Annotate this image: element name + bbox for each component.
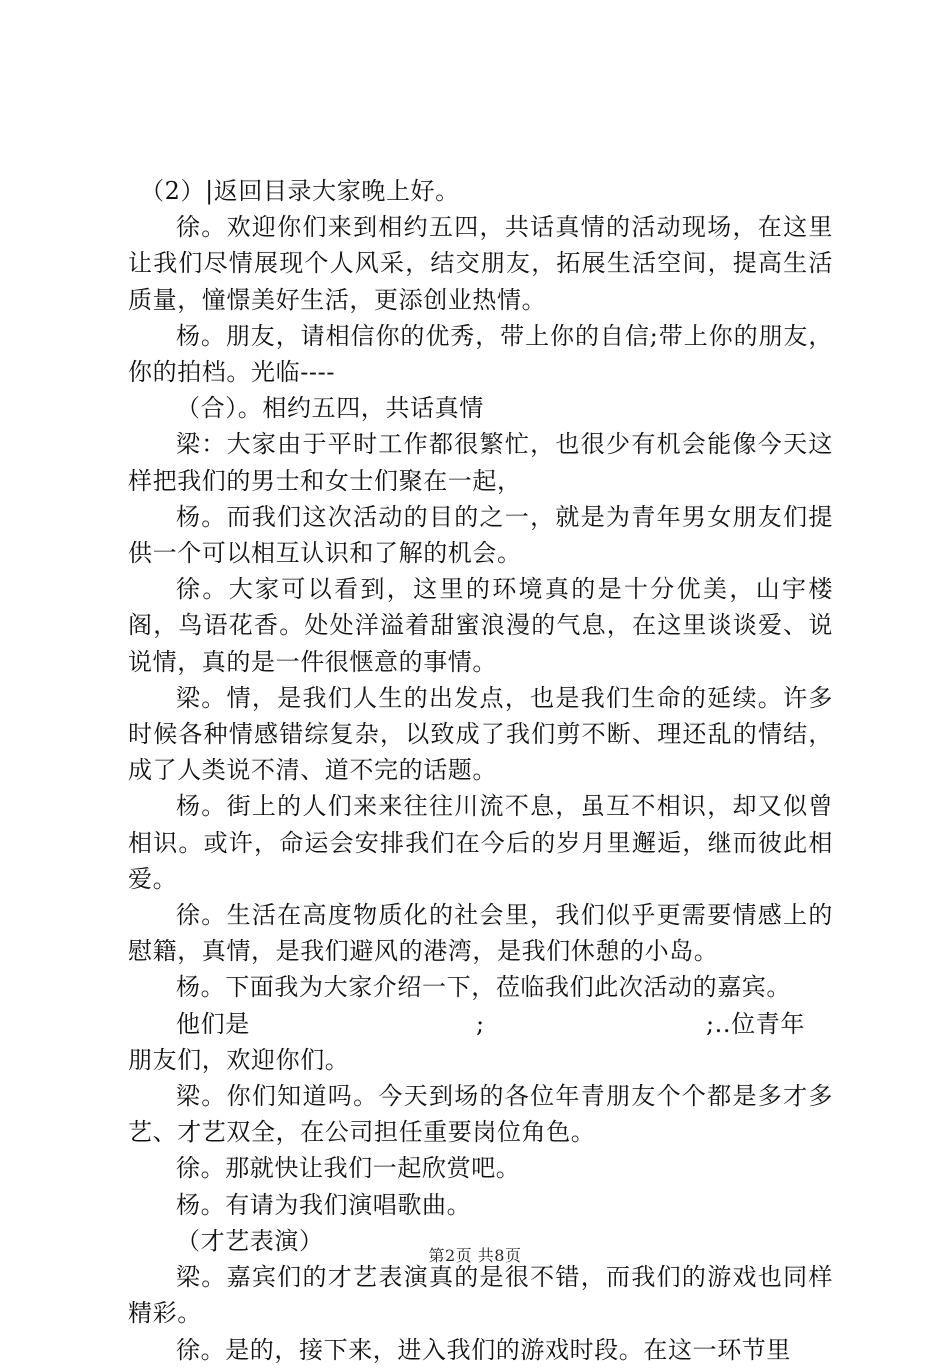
paragraph-liang-emotion: 梁。情，是我们人生的出发点，也是我们生命的延续。许多时候各种情感错综复杂，以致成了我们剪不断、理还乱的情结，成了人类说不清、道不完的话题。 bbox=[128, 683, 833, 785]
paragraph-together: （合）。相约五四，共话真情 bbox=[176, 394, 484, 423]
guest-line-start: 他们是 bbox=[176, 1009, 250, 1038]
paragraph-xu-environment: 徐。大家可以看到，这里的环境真的是十分优美，山宇楼阁，鸟语花香。处处洋溢着甜蜜浪漫的气息，在这里谈谈爱、说说情，真的是一件很惬意的事情。 bbox=[128, 575, 833, 676]
paragraph-liang-busy: 梁：大家由于平时工作都很繁忙，也很少有机会能像今天这样把我们的男士和女士们聚在一起， bbox=[128, 430, 833, 495]
paragraph-xu-enjoy: 徐。那就快让我们一起欣赏吧。 bbox=[176, 1154, 521, 1183]
guest-list-line bbox=[128, 1006, 833, 1042]
paragraph-xu-game-time: 徐。是的，接下来，进入我们的游戏时段。在这一环节里 bbox=[176, 1335, 791, 1364]
paragraph-section-heading: （2）|返回目录大家晚上好。 bbox=[140, 177, 460, 205]
paragraph-yang-street: 杨。街上的人们来来往往川流不息，虽互不相识，却又似曾相识。或许，命运会安排我们在今后的岁月里邂逅，继而彼此相爱。 bbox=[128, 792, 833, 893]
paragraph-liang-talents: 梁。你们知道吗。今天到场的各位年青朋友个个都是多才多艺、才艺双全，在公司担任重要岗位角色。 bbox=[128, 1082, 833, 1147]
paragraph-yang-purpose: 杨。而我们这次活动的目的之一，就是为青年男女朋友们提供一个可以相互认识和了解的机会。 bbox=[128, 502, 833, 568]
paragraph-liang-games: 梁。嘉宾们的才艺表演真的是很不错，而我们的游戏也同样精彩。 bbox=[128, 1263, 833, 1328]
paragraph-talent-show: （才艺表演） bbox=[176, 1226, 324, 1255]
paragraph-yang-song: 杨。有请为我们演唱歌曲。 bbox=[176, 1190, 472, 1219]
paragraph-yang-introduce: 杨。下面我为大家介绍一下，莅临我们此次活动的嘉宾。 bbox=[176, 973, 791, 1002]
guest-line-end: ;..位青年 bbox=[706, 1009, 805, 1038]
paragraph-xu-welcome: 徐。欢迎你们来到相约五四，共话真情的活动现场，在这里让我们尽情展现个人风采，结交朋友，拓展生活空间，提高生活质量，憧憬美好生活，更添创业热情。 bbox=[128, 213, 833, 314]
document-body bbox=[128, 173, 833, 1368]
paragraph-welcome-friends: 朋友们，欢迎你们。 bbox=[128, 1045, 350, 1074]
page-footer: 第2页 共8页 bbox=[428, 1246, 522, 1265]
paragraph-yang-friends: 杨。朋友，请相信你的优秀，带上你的自信;带上你的朋友，你的拍档。光临---- bbox=[128, 321, 833, 387]
guest-line-separator: ; bbox=[476, 1009, 485, 1038]
paragraph-xu-society: 徐。生活在高度物质化的社会里，我们似乎更需要情感上的慰籍，真情，是我们避风的港湾，是我们休憩的小岛。 bbox=[128, 901, 833, 966]
